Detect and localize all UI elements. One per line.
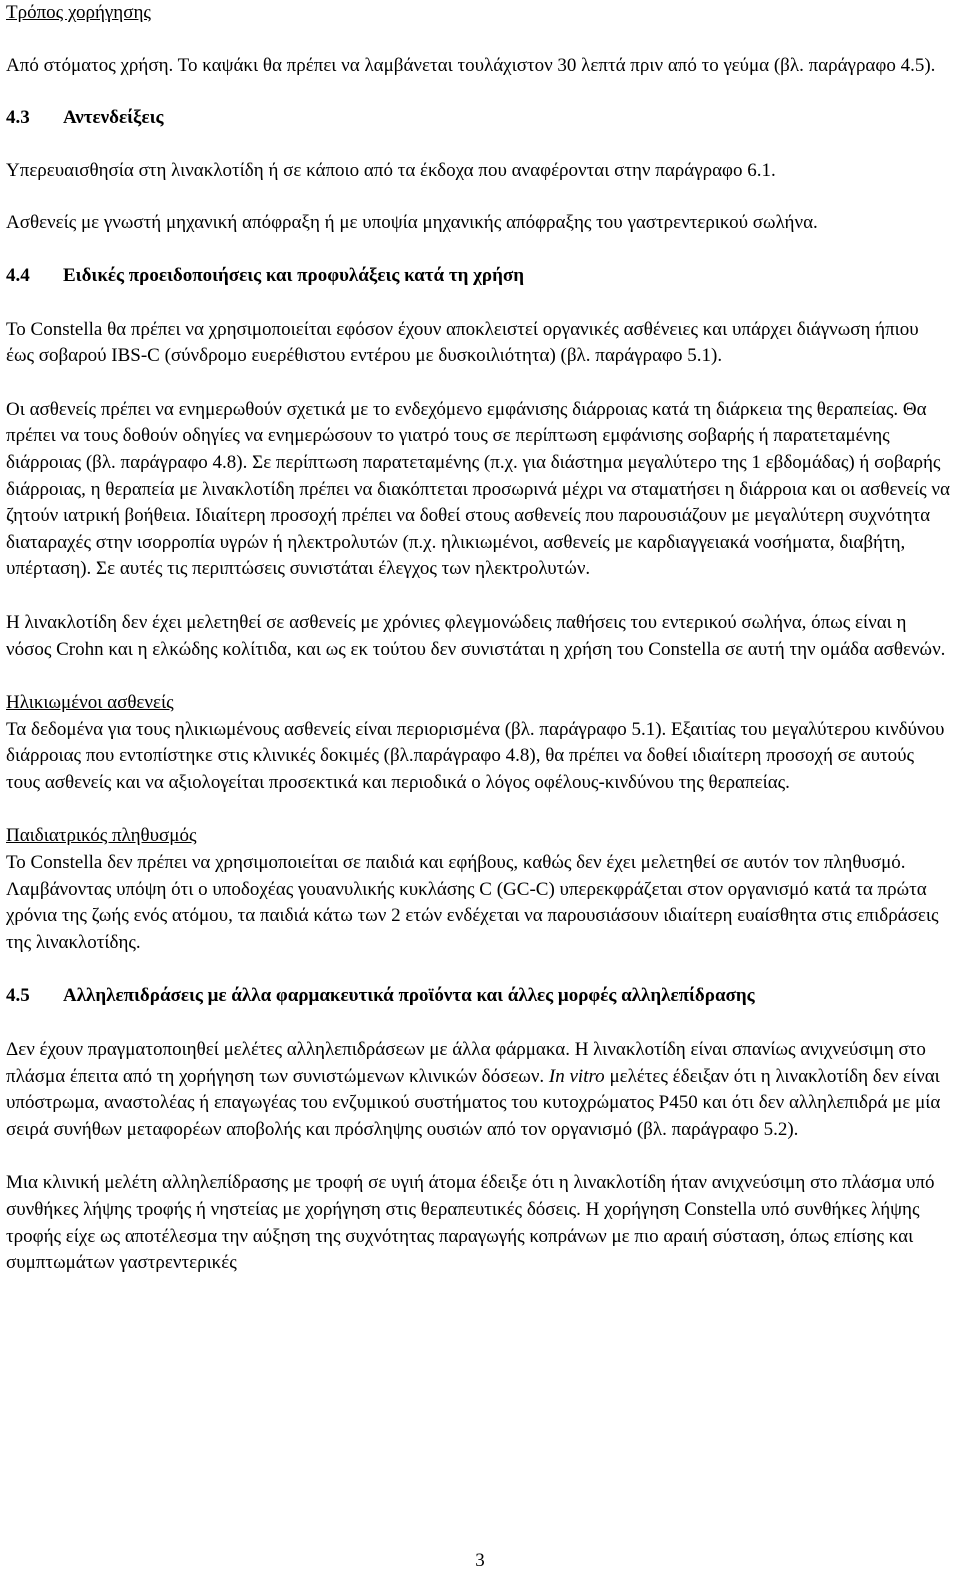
route-text: Από στόματος χρήση. Το καψάκι θα πρέπει να λαμβάνεται τουλάχιστον 30 λεπτά πριν από το γεύμα (βλ. παράγραφο 4.5). — [6, 54, 936, 76]
warning-paragraph-3: Η λινακλοτίδη δεν έχει μελετηθεί σε ασθενείς με χρόνιες φλεγμονώδεις παθήσεις του εντερικού σωλήνα, όπως είναι η νόσος Crohn και η ελκώδης κολίτιδα, και ως εκ τούτου δεν συνιστάται η χρήση του Constella σε αυτή την ομάδα ασθενών. — [6, 611, 946, 660]
interaction-text-b: μελέτες έδειξαν ότι η λινακλοτίδη δεν είναι υπόστρωμα, αναστολέας ή επαγωγέας του ενζυμικού συστήματος του κυτοχρώματος P450 και ότι δεν αλληλεπιδρά με μία σειρά συνήθων μεταφορέων αποβολής και πρόσληψης ουσιών από τον οργανισμό (βλ. παράγραφο 5.2). — [6, 1065, 941, 1140]
elderly-text: Τα δεδομένα για τους ηλικιωμένους ασθενείς είναι περιορισμένα (βλ. παράγραφο 5.1). Εξαιτίας του μεγαλύτερου κινδύνου διάρροιας που εντοπίστηκε στις κλινικές δοκιμές (βλ.παράγραφο 4.8), θα πρέπει να δοθεί ιδιαίτερη προσοχή σε αυτούς τους ασθενείς και να αξιολογείται προσεκτικά και περιοδικά ο λόγος οφέλους-κινδύνου της θεραπείας. — [6, 718, 945, 793]
route-heading: Τρόπος χορήγησης — [6, 2, 151, 23]
paediatric-heading: Παιδιατρικός πληθυσμός — [6, 825, 197, 847]
section-title: Ειδικές προειδοποιήσεις και προφυλάξεις κατά τη χρήση — [63, 264, 524, 286]
document-page — [6, 0, 950, 1277]
elderly-heading: Ηλικιωμένοι ασθενείς — [6, 692, 174, 714]
section-4-3-heading — [6, 105, 950, 132]
warning-paragraph-2: Οι ασθενείς πρέπει να ενημερωθούν σχετικά με το ενδεχόμενο εμφάνισης διάρροιας κατά τη διάρκεια της θεραπείας. Θα πρέπει να τους δοθούν οδηγίες να ενημερώσουν το γιατρό τους σε περίπτωση εμφάνισης σοβαρής ή παρατεταμένης διάρροιας (βλ. παράγραφο 4.8). Σε περίπτωση παρατεταμένης (π.χ. για διάστημα μεγαλύτερο της 1 εβδομάδας) ή σοβαρής διάρροιας, η θεραπεία με λινακλοτίδη πρέπει να διακόπτεται προσωρινά μέχρι να σταματήσει η διάρροια και οι ασθενείς να ζητούν ιατρική βοήθεια. Ιδιαίτερη προσοχή πρέπει να δοθεί στους ασθενείς που παρουσιάζουν με μεγαλύτερη συχνότητα διαταραχές στην ισορροπία υγρών ή ηλεκτρολυτών (π.χ. ηλικιωμένοι, ασθενείς με καρδιαγγειακά νοσήματα, διαβήτη, υπέρταση). Σε αυτές τις περιπτώσεις συνιστάται έλεγχος των ηλεκτρολυτών. — [6, 398, 950, 580]
warning-paragraph-1: Το Constella θα πρέπει να χρησιμοποιείται εφόσον έχουν αποκλειστεί οργανικές ασθένειες και υπάρχει διάγνωση ήπιου έως σοβαρού IBS-C (σύνδρομο ευερέθιστου εντέρου με δυσκοιλιότητα) (βλ. παράγραφο 5.1). — [6, 318, 919, 367]
section-4-4-heading — [6, 263, 950, 290]
section-number: 4.5 — [6, 985, 30, 1007]
contraindication-2: Ασθενείς με γνωστή μηχανική απόφραξη ή με υποψία μηχανικής απόφραξης του γαστρεντερικού σωλήνα. — [6, 212, 818, 234]
section-title: Αντενδείξεις — [63, 107, 164, 129]
section-number: 4.4 — [6, 264, 30, 286]
interaction-paragraph-2: Μια κλινική μελέτη αλληλεπίδρασης με τροφή σε υγιή άτομα έδειξε ότι η λινακλοτίδη ήταν ανιχνεύσιμη στο πλάσμα υπό συνθήκες λήψης τροφής ή νηστείας με χορήγηση στις θεραπευτικές δόσεις. Η χορήγηση Constella υπό συνθήκες λήψης τροφής είχε ως αποτέλεσμα την αύξηση της συχνότητας παραγωγής κοπράνων με πιο αραιή σύσταση, όπως επίσης και συμπτωμάτων γαστρεντερικές — [6, 1172, 935, 1274]
contraindication-1: Υπερευαισθησία στη λινακλοτίδη ή σε κάποιο από τα έκδοχα που αναφέρονται στην παράγραφο 6.1. — [6, 159, 776, 181]
interaction-paragraph-1 — [6, 1037, 950, 1143]
in-vitro-italic: In vitro — [548, 1065, 605, 1087]
section-title: Αλληλεπιδράσεις με άλλα φαρμακευτικά προϊόντα και άλλες μορφές αλληλεπίδρασης — [63, 985, 755, 1007]
section-number: 4.3 — [6, 107, 30, 129]
interaction-text-a: Δεν έχουν πραγματοποιηθεί μελέτες αλληλεπιδράσεων με άλλα φάρμακα. Η λινακλοτίδη είναι σπανίως ανιχνεύσιμη στο πλάσμα έπειτα από τη χορήγηση των συνιστώμενων κλινικών δόσεων. — [6, 1039, 926, 1087]
page-number: 3 — [475, 1550, 485, 1571]
paediatric-text: Το Constella δεν πρέπει να χρησιμοποιείται σε παιδιά και εφήβους, καθώς δεν έχει μελετηθεί σε αυτόν τον πληθυσμό. Λαμβάνοντας υπόψη ότι ο υποδοχέας γουανυλικής κυκλάσης C (GC-C) υπερεκφράζεται στον οργανισμό κατά τα πρώτα χρόνια της ζωής ενός ατόμου, τα παιδιά κάτω των 2 ετών ενδέχεται να παρουσιάσουν ιδιαίτερη ευαίσθητα στις επιδράσεις της λινακλοτίδης. — [6, 852, 939, 953]
section-4-5-heading — [6, 983, 950, 1010]
